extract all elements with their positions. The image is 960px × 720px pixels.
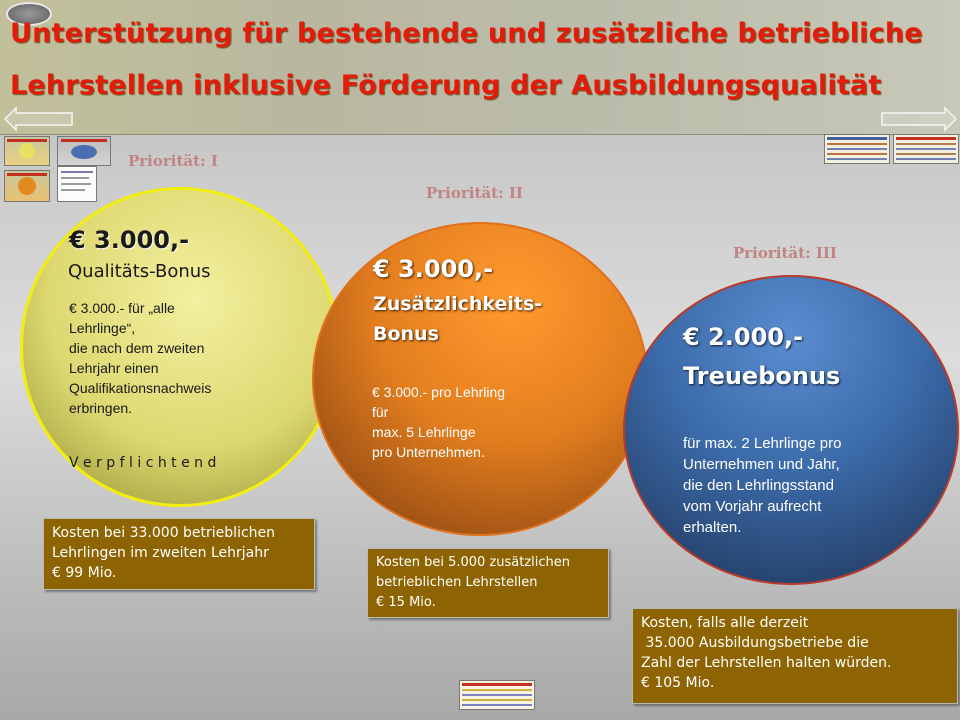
thumbnail-slide-2[interactable] (57, 136, 111, 166)
page-title-line2: Lehrstellen inklusive Förderung der Ausbildungsqualität (10, 70, 882, 101)
bubble3-title: Treuebonus (683, 362, 841, 390)
bubble1-note: V e r p f l i c h t e n d (69, 455, 217, 471)
cost-box3-line: Kosten, falls alle derzeit (641, 615, 809, 631)
bubble2-line: max. 5 Lehrlinge (372, 424, 476, 440)
bubble3-line: vom Vorjahr aufrecht (683, 498, 822, 515)
arrow-left-icon[interactable] (4, 106, 74, 132)
bubble2-amount: € 3.000,- (373, 255, 494, 283)
bubble1-line: erbringen. (69, 400, 133, 416)
bubble-treuebonus (623, 275, 959, 585)
bubble1-description (69, 298, 211, 418)
cost-box-zusaetzlichkeits-bonus (367, 548, 609, 618)
cost-box3-line: 35.000 Ausbildungsbetriebe die (641, 635, 869, 651)
priority-label-3: Priorität: III (733, 244, 837, 262)
bubble2-line: pro Unternehmen. (372, 444, 485, 460)
thumbnail-slide-7[interactable] (459, 680, 535, 710)
bubble3-line: für max. 2 Lehrlinge pro (683, 435, 842, 452)
bubble1-line: die nach dem zweiten (69, 340, 205, 356)
bubble3-amount: € 2.000,- (683, 323, 804, 351)
cost-box1-line: € 99 Mio. (52, 565, 117, 581)
cost-box3-line: Zahl der Lehrstellen halten würden. (641, 655, 892, 671)
bubble2-line: € 3.000.- pro Lehrling (372, 384, 506, 400)
thumbnail-slide-1[interactable] (4, 136, 50, 166)
bubble1-title: Qualitäts-Bonus (68, 261, 211, 282)
cost-box2-line: betrieblichen Lehrstellen (376, 575, 538, 590)
thumbnail-slide-6[interactable] (893, 134, 959, 164)
bubble2-title-line1: Zusätzlichkeits- (373, 293, 543, 315)
header-bar (0, 0, 960, 135)
priority-label-1: Priorität: I (128, 152, 218, 170)
bubble2-description (372, 382, 505, 462)
bubble1-amount: € 3.000,- (69, 226, 190, 254)
arrow-right-icon[interactable] (880, 106, 950, 132)
cost-box1-line: Kosten bei 33.000 betrieblichen (52, 525, 276, 541)
bubble1-line: Lehrjahr einen (69, 360, 159, 376)
thumbnail-slide-4[interactable] (57, 166, 97, 202)
thumbnail-slide-3[interactable] (4, 170, 50, 202)
cost-box-qualitaets-bonus (43, 518, 315, 590)
cost-box3-line: € 105 Mio. (641, 675, 715, 691)
bubble2-line: für (372, 404, 389, 420)
cost-box1-line: Lehrlingen im zweiten Lehrjahr (52, 545, 269, 561)
bubble2-title-line2: Bonus (373, 323, 439, 345)
page-title-line1: Unterstützung für bestehende und zusätzliche betriebliche (10, 18, 923, 49)
bubble3-line: Unternehmen und Jahr, (683, 456, 840, 473)
priority-label-2: Priorität: II (426, 184, 523, 202)
cost-box2-line: Kosten bei 5.000 zusätzlichen (376, 555, 570, 570)
bubble3-description (683, 433, 841, 538)
cost-box2-line: € 15 Mio. (376, 595, 436, 610)
bubble1-line: Qualifikationsnachweis (69, 380, 212, 396)
bubble1-line: Lehrlinge“, (69, 320, 136, 336)
bubble3-line: die den Lehrlingsstand (683, 477, 834, 494)
thumbnail-slide-5[interactable] (824, 134, 890, 164)
cost-box-treuebonus (632, 608, 958, 704)
bubble3-line: erhalten. (683, 519, 742, 536)
bubble1-line: € 3.000.- für „alle (69, 300, 175, 316)
